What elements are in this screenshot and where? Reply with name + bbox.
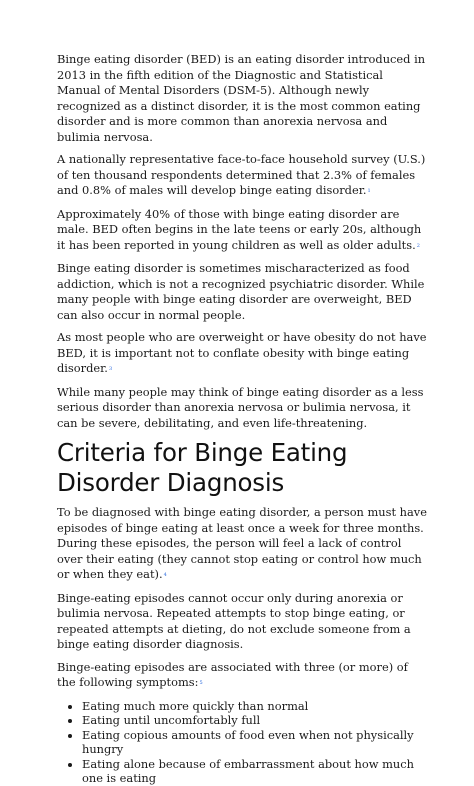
reference-link-4[interactable]: 4 [163,572,167,578]
bulimia-nervosa-link[interactable]: bulimia nervosa [57,129,150,144]
intro-paragraph-3 [57,207,427,255]
section-paragraph-2 [57,591,427,653]
section-paragraph-1 [57,505,427,584]
list-item: • Eating copious amounts of food even when not physically hungry [82,728,427,757]
dsm-link[interactable]: Diagnostic and Statistical Manual of Mental Disorders [57,67,383,97]
text-run: A nationally representative face-to-face household survey (U.S.) of ten thousand respondents determined that 2.3% of females and 0.8% of males will develop binge eating disorder. [57,152,426,197]
text-run: Binge-eating episodes are associated with three (or more) of the following symptoms: [57,659,408,689]
symptoms-list [57,699,427,786]
text-run: Binge-eating episodes cannot occur only during anorexia or bulimia nervosa. Repeated attempts to stop binge eating, or repeated attempts at dieting, do not exclude someone from a binge eating disorder diagnosis. [57,590,411,651]
intro-paragraph-1 [57,52,427,145]
reference-link-5[interactable]: 5 [199,680,203,686]
life-threatening-link[interactable]: life-threatening [273,415,364,430]
intro-paragraph-4 [57,261,427,323]
text-run: To be diagnosed with binge eating disorder, a person must have episodes of binge eating at least once a week for three months. During these episodes, the person will feel a lack of control over their eating (they cannot stop eating or control how much or when they eat). [57,505,427,581]
intro-paragraph-6 [57,385,427,432]
text-run: As most people who are overweight or have obesity do not have BED, it is important not to conflate obesity with binge eating disorder. [57,330,427,375]
list-item: • Eating much more quickly than normal [82,699,427,714]
text-run: . [363,415,368,430]
reference-link-2[interactable]: 2 [416,242,420,249]
text-run: Binge eating disorder (BED) is an eating disorder introduced in 2013 in the fifth edition of the [57,52,426,82]
food-addiction-link[interactable]: food addiction [57,261,410,291]
text-run: While many people may think of binge eating disorder as a less serious disorder than anorexia nervosa or bulimia nervosa, it can be severe, debilitating, and even [57,384,424,430]
section-heading: Criteria for Binge Eating Disorder Diagnosis [57,438,348,497]
text-run: . [149,129,153,144]
reference-link-3[interactable]: 3 [108,366,113,372]
anorexia-nervosa-link[interactable]: anorexia nervosa [263,114,363,128]
list-item: • Eating until uncomfortably full [82,713,427,728]
reference-link-1[interactable]: 1 [367,188,371,194]
text-run: and [362,114,388,128]
text-run: , which is not a recognized psychiatric disorder. While many people with binge eating disorder are overweight, BED can also occur in normal people. [57,276,425,322]
text-run: Approximately 40% of those with binge eating disorder are male. BED often begins in the late teens or early 20s, although it has been reported in young children as well as older adults. [57,206,422,252]
intro-paragraph-5 [57,330,427,378]
article-body [57,52,427,786]
list-item: • Eating alone because of embarrassment about how much one is eating [82,757,427,786]
section-paragraph-3 [57,660,427,692]
intro-paragraph-2 [57,152,427,200]
text-run: Binge eating disorder is sometimes mischaracterized as [57,261,385,275]
text-run: (DSM-5). Although newly recognized as a distinct disorder, it is the most common eating disorder and is more common than [57,83,421,128]
